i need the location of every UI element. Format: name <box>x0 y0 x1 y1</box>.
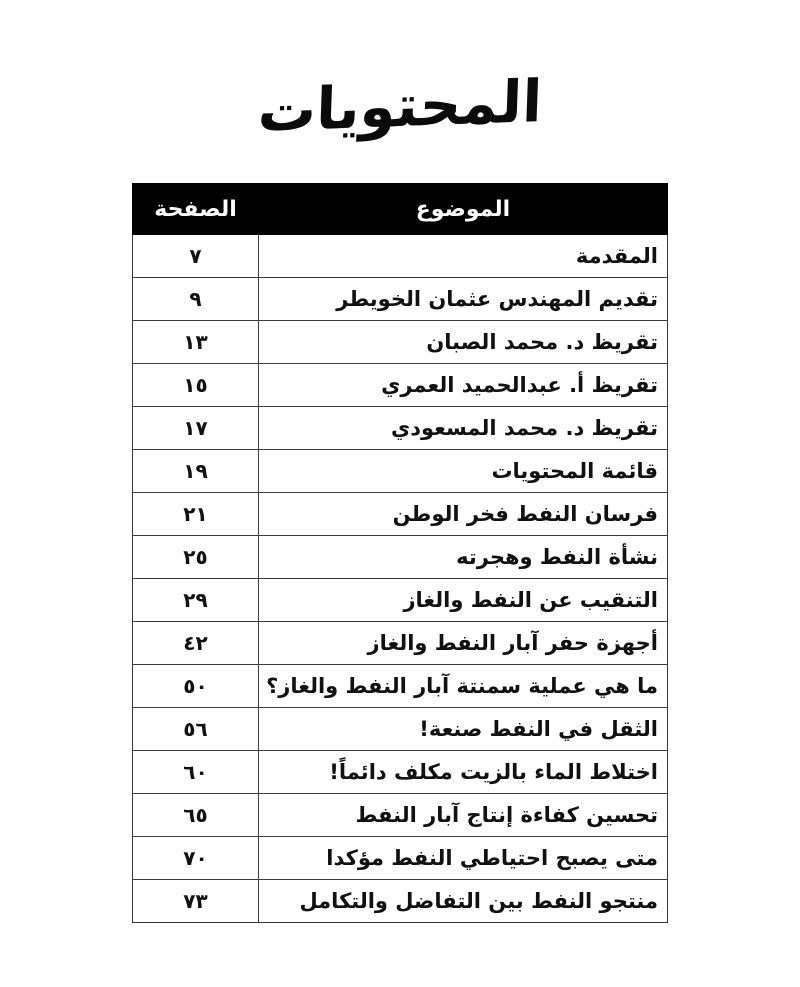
table-row <box>133 665 668 708</box>
topic-cell: المقدمة <box>259 235 668 278</box>
topic-cell: تقديم المهندس عثمان الخويطر <box>259 278 668 321</box>
page-cell: ١٧ <box>133 407 259 450</box>
page-cell: ١٥ <box>133 364 259 407</box>
topic-cell: تقريظ د. محمد المسعودي <box>259 407 668 450</box>
table-row <box>133 708 668 751</box>
table-row <box>133 321 668 364</box>
table-row <box>133 493 668 536</box>
topic-cell: تقريظ أ. عبدالحميد العمري <box>259 364 668 407</box>
table-row <box>133 407 668 450</box>
page-cell: ٧٣ <box>133 880 259 923</box>
table-of-contents <box>133 183 668 923</box>
page-cell: ٥٠ <box>133 665 259 708</box>
table-row <box>133 622 668 665</box>
page-cell: ٩ <box>133 278 259 321</box>
table-row <box>133 837 668 880</box>
topic-cell: تقريظ د. محمد الصبان <box>259 321 668 364</box>
page-cell: ٦٥ <box>133 794 259 837</box>
topic-cell: اختلاط الماء بالزيت مكلف دائماً! <box>259 751 668 794</box>
page-title: المحتويات <box>256 66 544 145</box>
table-row <box>133 364 668 407</box>
table-row <box>133 278 668 321</box>
table-row <box>133 880 668 923</box>
topic-cell: متى يصبح احتياطي النفط مؤكدا <box>259 837 668 880</box>
topic-cell: التنقيب عن النفط والغاز <box>259 579 668 622</box>
table-row <box>133 235 668 278</box>
table-row <box>133 450 668 493</box>
page-cell: ٢٩ <box>133 579 259 622</box>
page-cell: ٢١ <box>133 493 259 536</box>
page-cell: ٥٦ <box>133 708 259 751</box>
topic-cell: قائمة المحتويات <box>259 450 668 493</box>
table-row <box>133 751 668 794</box>
topic-column-header: الموضوع <box>259 184 668 235</box>
page-cell: ٦٠ <box>133 751 259 794</box>
topic-cell: تحسين كفاءة إنتاج آبار النفط <box>259 794 668 837</box>
table-row <box>133 536 668 579</box>
table-row <box>133 579 668 622</box>
page-cell: ١٣ <box>133 321 259 364</box>
topic-cell: نشأة النفط وهجرته <box>259 536 668 579</box>
page-cell: ٤٢ <box>133 622 259 665</box>
table-row <box>133 794 668 837</box>
topic-cell: فرسان النفط فخر الوطن <box>259 493 668 536</box>
topic-cell: أجهزة حفر آبار النفط والغاز <box>259 622 668 665</box>
page-cell: ٧٠ <box>133 837 259 880</box>
page-cell: ١٩ <box>133 450 259 493</box>
topic-cell: ما هي عملية سمنتة آبار النفط والغاز؟ <box>259 665 668 708</box>
page-cell: ٧ <box>133 235 259 278</box>
topic-cell: الثقل في النفط صنعة! <box>259 708 668 751</box>
topic-cell: منتجو النفط بين التفاضل والتكامل <box>259 880 668 923</box>
header-row <box>133 184 668 235</box>
toc-table <box>132 183 668 923</box>
page-column-header: الصفحة <box>133 184 259 235</box>
page-cell: ٢٥ <box>133 536 259 579</box>
